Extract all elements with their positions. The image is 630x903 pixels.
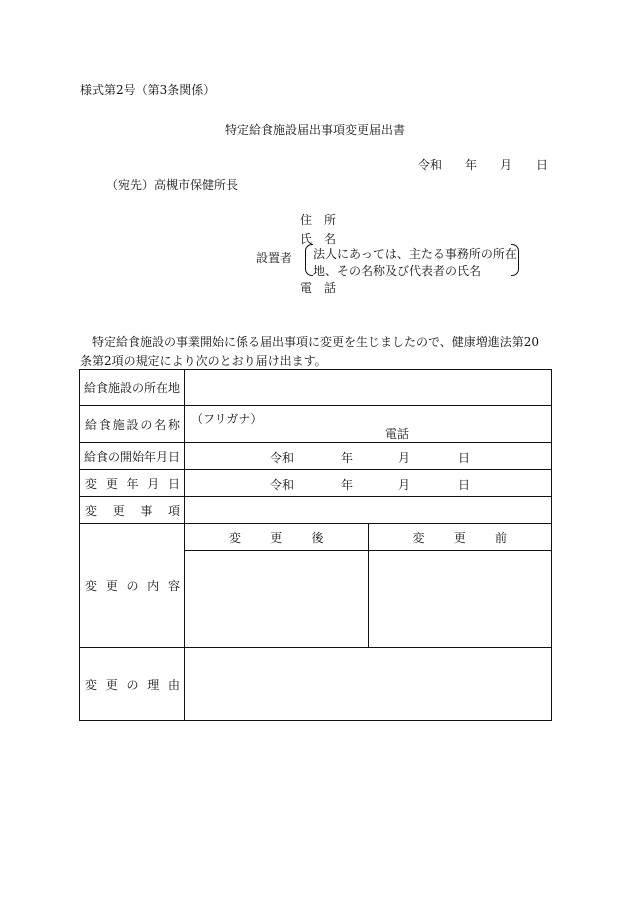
reason-label-text: 変 更 の 理 由 — [85, 677, 180, 692]
change-date-label — [80, 470, 185, 497]
location-label — [80, 370, 185, 406]
change-item-label-text: 変 更 事 項 — [85, 503, 180, 518]
start-date-field[interactable] — [185, 443, 552, 470]
facility-name-label-text: 給 食 施 設 の 名 称 — [85, 417, 180, 432]
change-date-field[interactable] — [185, 470, 552, 497]
address-label: 住 所 — [300, 213, 337, 227]
location-field[interactable] — [185, 370, 552, 406]
after-field[interactable] — [185, 551, 369, 648]
applicant-note-line2: 地、その名称及び代表者の氏名 — [313, 264, 482, 278]
change-date-year: 年 — [341, 478, 354, 492]
applicant-note-line1: 法人にあっては、主たる事務所の所在 — [313, 247, 517, 261]
change-date-day: 日 — [458, 478, 471, 492]
facility-name-field[interactable] — [185, 406, 552, 443]
change-content-label — [80, 524, 185, 648]
declaration-text: 特定給食施設の事業開始に係る届出事項に変更を生じましたので、健康増進法第20条第2項の規定により次のとおり届け出ます。 — [80, 335, 540, 368]
start-date-year: 年 — [341, 451, 354, 465]
change-date-label-text: 変 更 年 月 日 — [85, 476, 180, 491]
start-date-label — [80, 443, 185, 470]
start-date-label-text: 給食の開始年月日 — [83, 449, 180, 464]
reason-field[interactable] — [185, 648, 552, 721]
addressee: （宛先）高槻市保健所長 — [106, 178, 239, 192]
page-title: 特定給食施設届出事項変更届出書 — [224, 123, 405, 137]
date-month: 月 — [500, 158, 513, 172]
applicant-label: 設置者 — [256, 251, 293, 265]
form-number: 様式第2号（第3条関係） — [80, 83, 216, 97]
change-item-field[interactable] — [185, 497, 552, 524]
date-era: 令和 — [418, 158, 443, 172]
before-field[interactable] — [368, 551, 552, 648]
notification-table — [79, 369, 552, 721]
name-label: 氏 名 — [300, 232, 337, 246]
furigana-label: （フリガナ） — [191, 412, 263, 426]
after-header — [185, 524, 369, 551]
facility-name-label — [80, 406, 185, 443]
after-header-text: 変 更 後 — [229, 530, 324, 545]
before-header-text: 変 更 前 — [412, 530, 507, 545]
start-date-month: 月 — [398, 451, 411, 465]
change-content-label-text: 変 更 の 内 容 — [85, 579, 180, 593]
change-date-era: 令和 — [270, 478, 295, 492]
change-date-month: 月 — [398, 478, 411, 492]
start-date-day: 日 — [458, 451, 471, 465]
phone-label: 電 話 — [300, 281, 337, 295]
bracket-left — [305, 244, 313, 276]
change-item-label — [80, 497, 185, 524]
start-date-era: 令和 — [270, 451, 295, 465]
date-day: 日 — [536, 158, 549, 172]
date-year: 年 — [465, 158, 478, 172]
facility-phone-label: 電話 — [385, 427, 410, 441]
reason-label — [80, 648, 185, 721]
location-label-text: 給食施設の所在地 — [83, 381, 180, 395]
bracket-right — [511, 244, 519, 276]
before-header — [368, 524, 552, 551]
